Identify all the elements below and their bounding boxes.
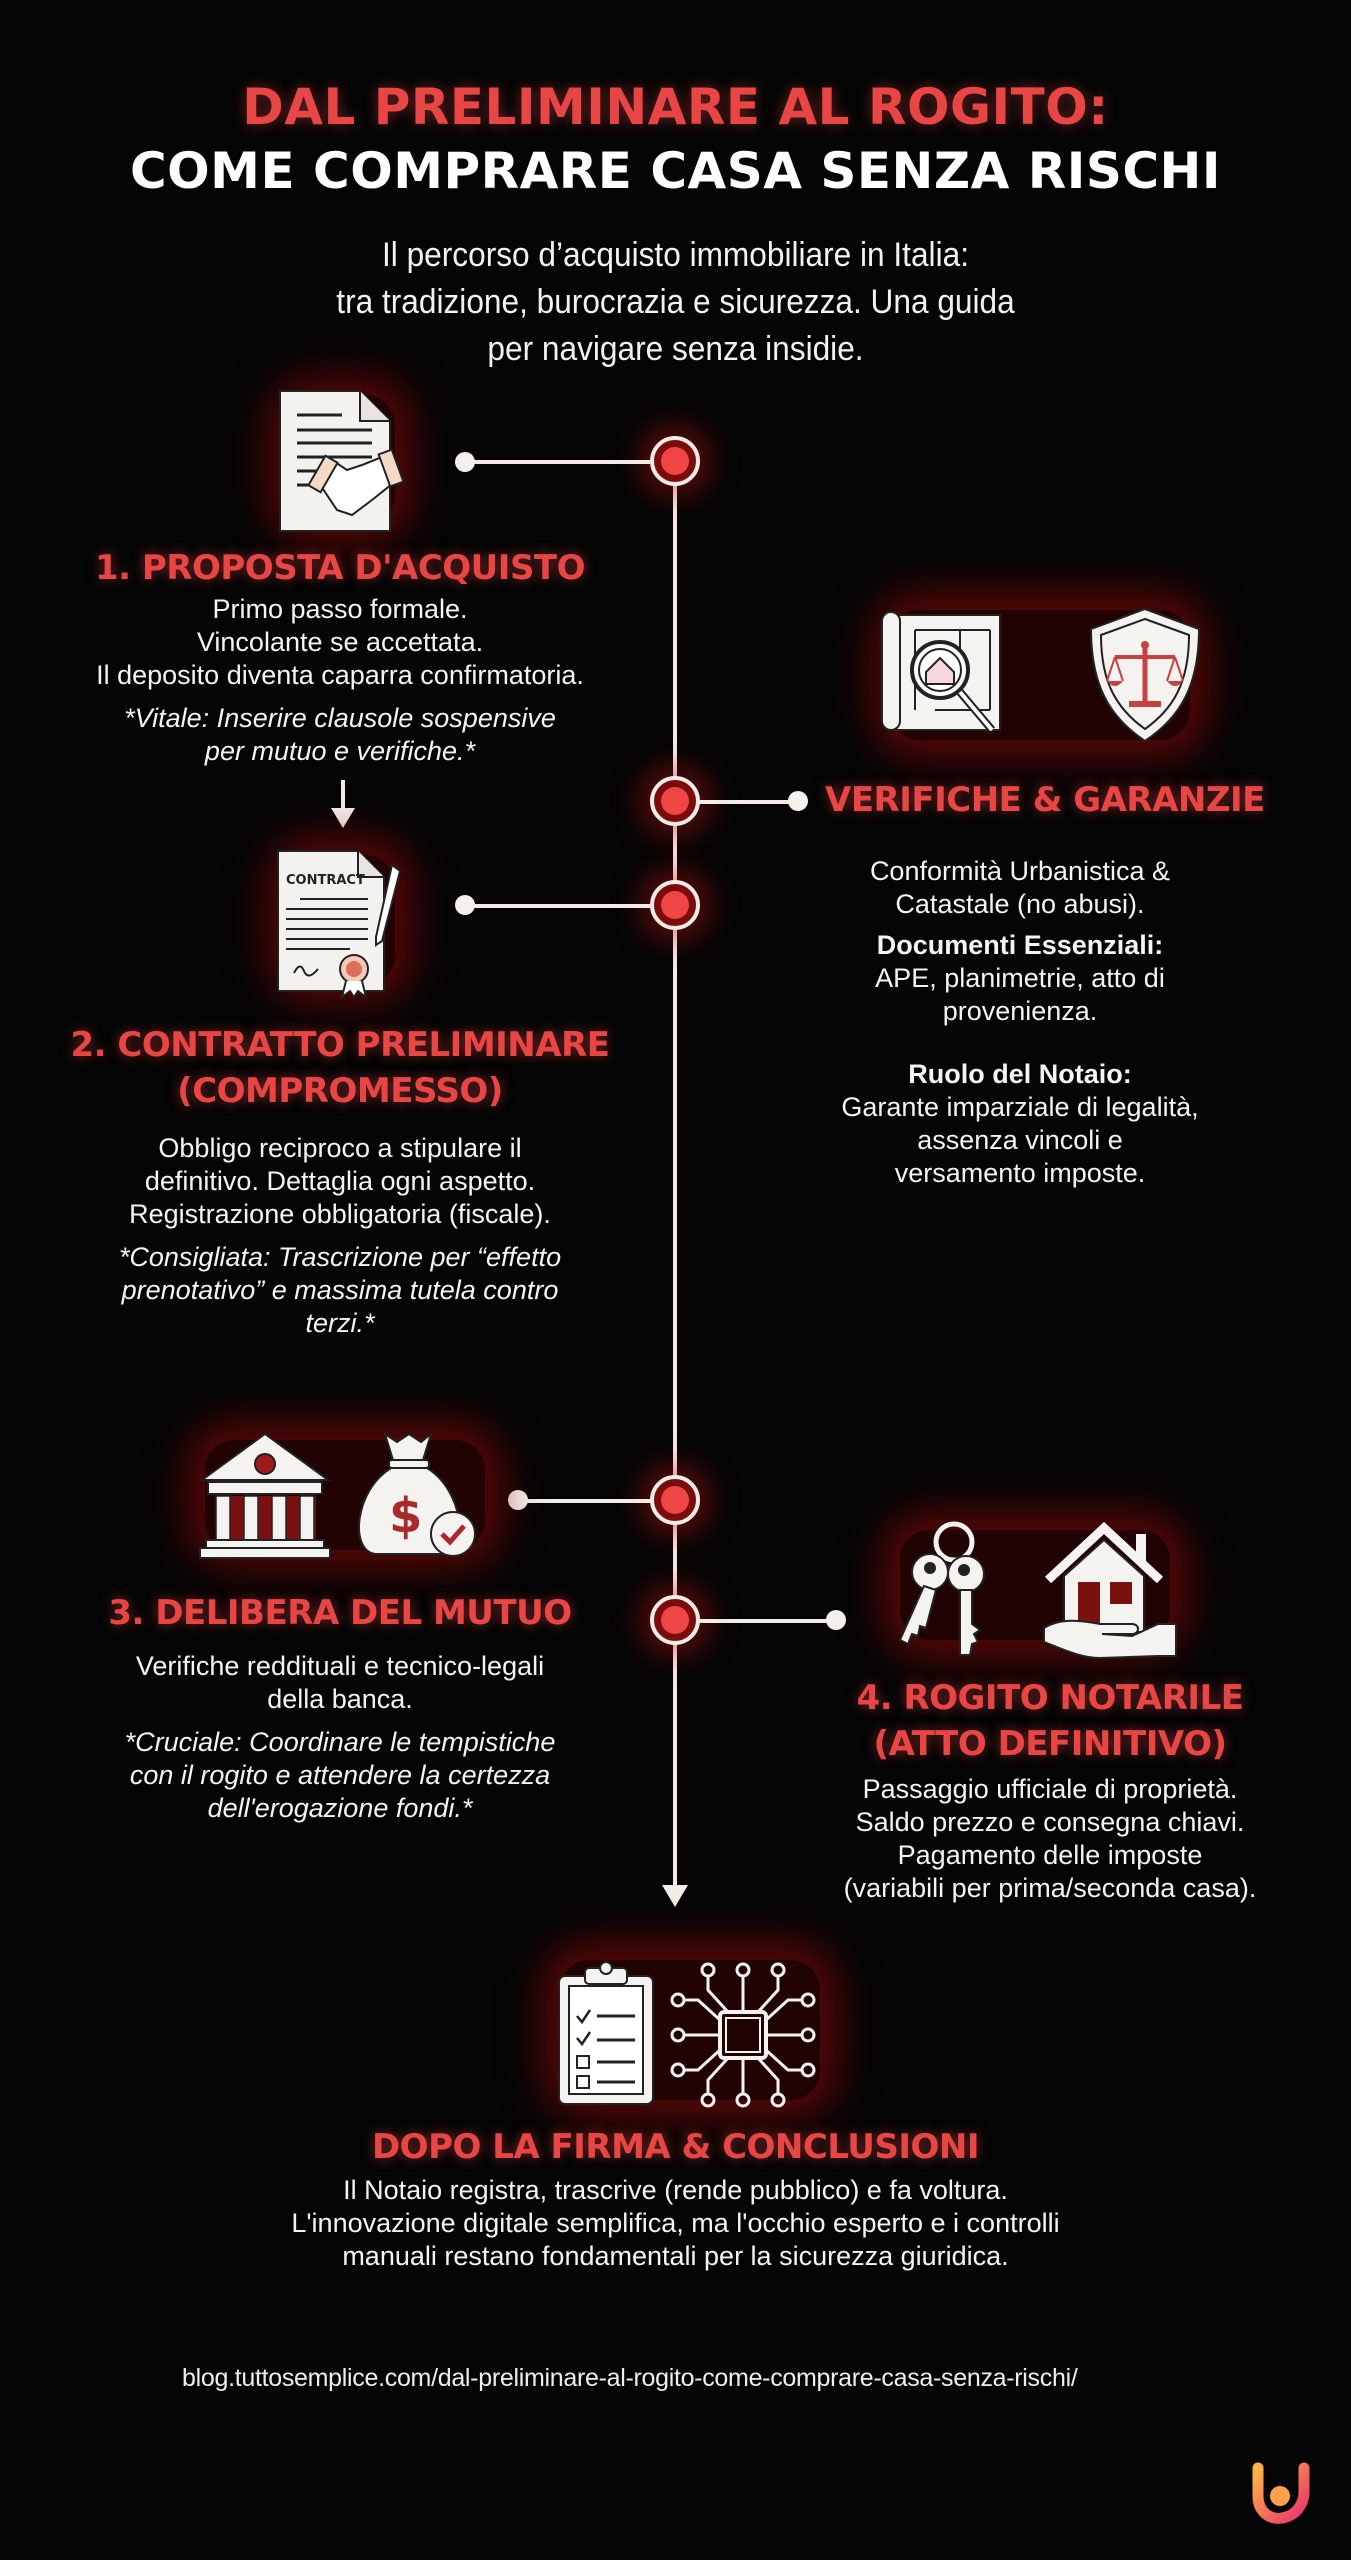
notaio-label: Ruolo del Notaio: [908,1059,1132,1089]
arrow-down-icon [331,808,355,828]
connector [696,1619,836,1623]
money-bag-check-icon [345,1430,485,1560]
note-line: terzi.* [305,1308,375,1338]
body-line: Il Notaio registra, trascrive (rende pubblico) e fa voltura. [343,2175,1008,2205]
body-line: Saldo prezzo e consegna chiavi. [855,1807,1245,1837]
house-hand-icon [1040,1520,1185,1660]
body-line: provenienza. [942,996,1098,1026]
step-1 [40,545,640,768]
step-2-title [40,1022,640,1114]
body-line: assenza vincoli e [917,1125,1123,1155]
document-handshake-icon [272,385,412,535]
body-line: APE, planimetrie, atto di [875,963,1165,993]
note-line: con il rogito e attendere la certezza [129,1760,551,1790]
step-1-note [40,702,640,768]
step-2-body [40,1132,640,1231]
step-1-body [40,593,640,692]
arrow-shaft [341,780,345,810]
timeline-node-2 [650,880,700,930]
subtitle-line: per navigare senza insidie. [487,330,864,368]
connector [696,800,796,804]
timeline-node-1 [650,436,700,486]
title-line: 2. CONTRATTO PRELIMINARE [70,1025,610,1065]
body-line: Conformità Urbanistica & [869,856,1171,886]
step-3-body [40,1650,640,1716]
body-line: Garante imparziale di legalità, [841,1092,1199,1122]
step-2 [40,1022,640,1340]
subtitle-line: tra tradizione, burocrazia e sicurezza. Una guida [336,283,1015,321]
body-line: Registrazione obbligatoria (fiscale). [129,1199,551,1229]
step-3-title: 3. DELIBERA DEL MUTUO [108,1593,572,1633]
step-3 [40,1590,640,1825]
contract-pen-seal-icon [272,845,417,1000]
note-line: dell'erogazione fondi.* [207,1793,473,1823]
timeline-line [673,460,677,1900]
tuttosemplice-logo-icon [1250,2462,1310,2524]
step-3-note [40,1726,640,1825]
body-line: Pagamento delle imposte [897,1840,1203,1870]
timeline-node-3 [650,1475,700,1525]
body-line: Vincolante se accettata. [196,627,484,657]
source-url[interactable]: blog.tuttosemplice.com/dal-preliminare-al-rogito-come-comprare-casa-senza-rischi/ [182,2364,1078,2392]
shield-scales-icon [1085,605,1205,745]
body-line: versamento imposte. [894,1158,1146,1188]
connector-dot [455,895,475,915]
step-4 [790,1675,1310,1905]
step-2-note [40,1241,640,1340]
timeline-node-4 [650,1595,700,1645]
conclusion-body [0,2174,1351,2273]
conclusion [0,2124,1351,2273]
connector-dot [455,452,475,472]
body-line: L'innovazione digitale semplifica, ma l'occhio esperto e i controlli [291,2208,1060,2238]
body-line: Verifiche reddituali e tecnico-legali [135,1651,545,1681]
title-line: (ATTO DEFINITIVO) [873,1724,1227,1764]
title-line: 4. ROGITO NOTARILE [856,1678,1244,1718]
body-line: Catastale (no abusi). [895,889,1145,919]
connector [518,1499,654,1503]
verifiche-body [800,855,1240,1190]
checklist-icon [555,1958,660,2108]
body-line: Obbligo reciproco a stipulare il [158,1133,522,1163]
documenti-label: Documenti Essenziali: [876,930,1164,960]
blueprint-magnifier-icon [880,600,1010,740]
connector-dot [826,1610,846,1630]
note-line: *Vitale: Inserire clausole sospensive [124,703,556,733]
connector-dot [788,791,808,811]
header [0,78,1351,200]
step-1-title: 1. PROPOSTA D'ACQUISTO [94,548,586,588]
body-line: Primo passo formale. [212,594,468,624]
subtitle-line: Il percorso d’acquisto immobiliare in Italia: [381,236,969,274]
svg-text:$: $ [389,1488,423,1544]
title-line: (COMPROMESSO) [177,1071,503,1111]
body-line: definitivo. Dettaglia ogni aspetto. [144,1166,536,1196]
body-line: manuali restano fondamentali per la sicurezza giuridica. [342,2241,1009,2271]
subtitle [47,232,1303,373]
timeline-node-verifiche [650,776,700,826]
title-line-1: DAL PRELIMINARE AL ROGITO: [242,78,1109,136]
step-4-body [790,1773,1310,1905]
connector [464,904,654,908]
note-line: prenotativo” e massima tutela contro [121,1275,559,1305]
body-line: Il deposito diventa caparra confirmatoria. [96,660,584,690]
title-line-2: COME COMPRARE CASA SENZA RISCHI [129,142,1221,200]
timeline-arrow-icon [662,1885,688,1907]
note-line: *Consigliata: Trascrizione per “effetto [118,1242,562,1272]
keys-icon [890,1520,1005,1660]
svg-text:CONTRACT: CONTRACT [286,873,365,888]
verifiche-title: VERIFICHE & GARANZIE [825,780,1265,820]
conclusion-title: DOPO LA FIRMA & CONCLUSIONI [371,2127,980,2167]
connector [464,460,654,464]
step-4-title [790,1675,1310,1767]
circuit-chip-icon [668,1960,818,2110]
note-line: per mutuo e verifiche.* [204,736,476,766]
body-line: (variabili per prima/seconda casa). [843,1873,1257,1903]
note-line: *Cruciale: Coordinare le tempistiche [124,1727,556,1757]
bank-icon [198,1430,333,1560]
connector-dot [508,1490,528,1510]
body-line: della banca. [267,1684,413,1714]
body-line: Passaggio ufficiale di proprietà. [862,1774,1238,1804]
